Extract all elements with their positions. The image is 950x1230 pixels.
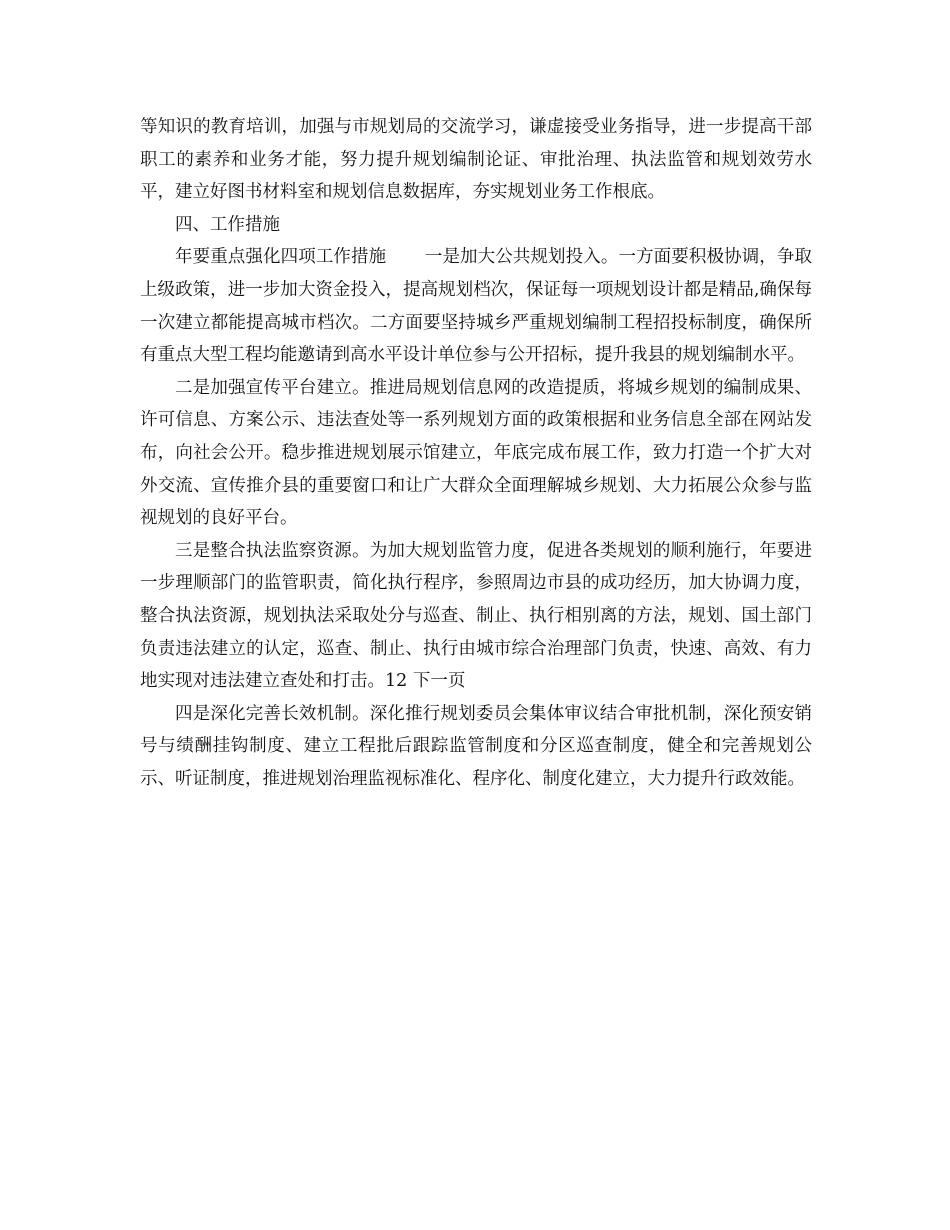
paragraph-publicity-platform: 二是加强宣传平台建立。推进局规划信息网的改造提质，将城乡规划的编制成果、许可信息、方案公示、违法查处等一系列规划方面的政策根据和业务信息全部在网站发布，向社会公开。稳步推进规划展示馆建立，年底完成布展工作，致力打造一个扩大对外交流、宣传推介县的重要窗口和让广大群众全面理解城乡规划、大力拓展公众参与监视规划的良好平台。	[140, 377, 812, 529]
paragraph-long-term-mechanism: 四是深化完善长效机制。深化推行规划委员会集体审议结合审批机制，深化预安销号与绩酬挂钩制度、建立工程批后跟踪监管制度和分区巡查制度，健全和完善规划公示、听证制度，推进规划治理监视标准化、程序化、制度化建立，大力提升行政效能。	[140, 703, 812, 789]
section-heading-work-measures: 四、工作措施	[175, 214, 280, 235]
paragraph-body: 一是加大公共规划投入。一方面要积极协调，争取上级政策，进一步加大资金投入，提高规划档次，保证每一项规划设计都是精品,确保每一次建立都能提高城市档次。二方面要坚持城乡严重规划编制工程招投标制度，确保所有重点大型工程均能邀请到高水平设计单位参与公开招标，提升我县的规划编制水平。	[140, 247, 812, 366]
document-body	[140, 111, 812, 795]
paragraph-training: 等知识的教育培训，加强与市规划局的交流学习，谦虚接受业务指导，进一步提高干部职工的素养和业务才能，努力提升规划编制论证、审批治理、执法监管和规划效劳水平，建立好图书材料室和规划信息数据库，夯实规划业务工作根底。	[140, 117, 812, 203]
paragraph-lead-phrase: 年要重点强化四项工作措施	[175, 247, 387, 268]
paragraph-public-planning-investment	[140, 241, 812, 371]
paragraph-law-enforcement: 三是整合执法监察资源。为加大规划监管力度，促进各类规划的顺利施行，年要进一步理顺部门的监管职责，简化执行程序，参照周边市县的成功经历，加大协调力度，整合执法资源，规划执法采取处分与巡查、制止、执行相别离的方法，规划、国土部门负责违法建立的认定，巡查、制止、执行由城市综合治理部门负责，快速、高效、有力地实现对违法建立查处和打击。12 下一页	[140, 540, 812, 692]
